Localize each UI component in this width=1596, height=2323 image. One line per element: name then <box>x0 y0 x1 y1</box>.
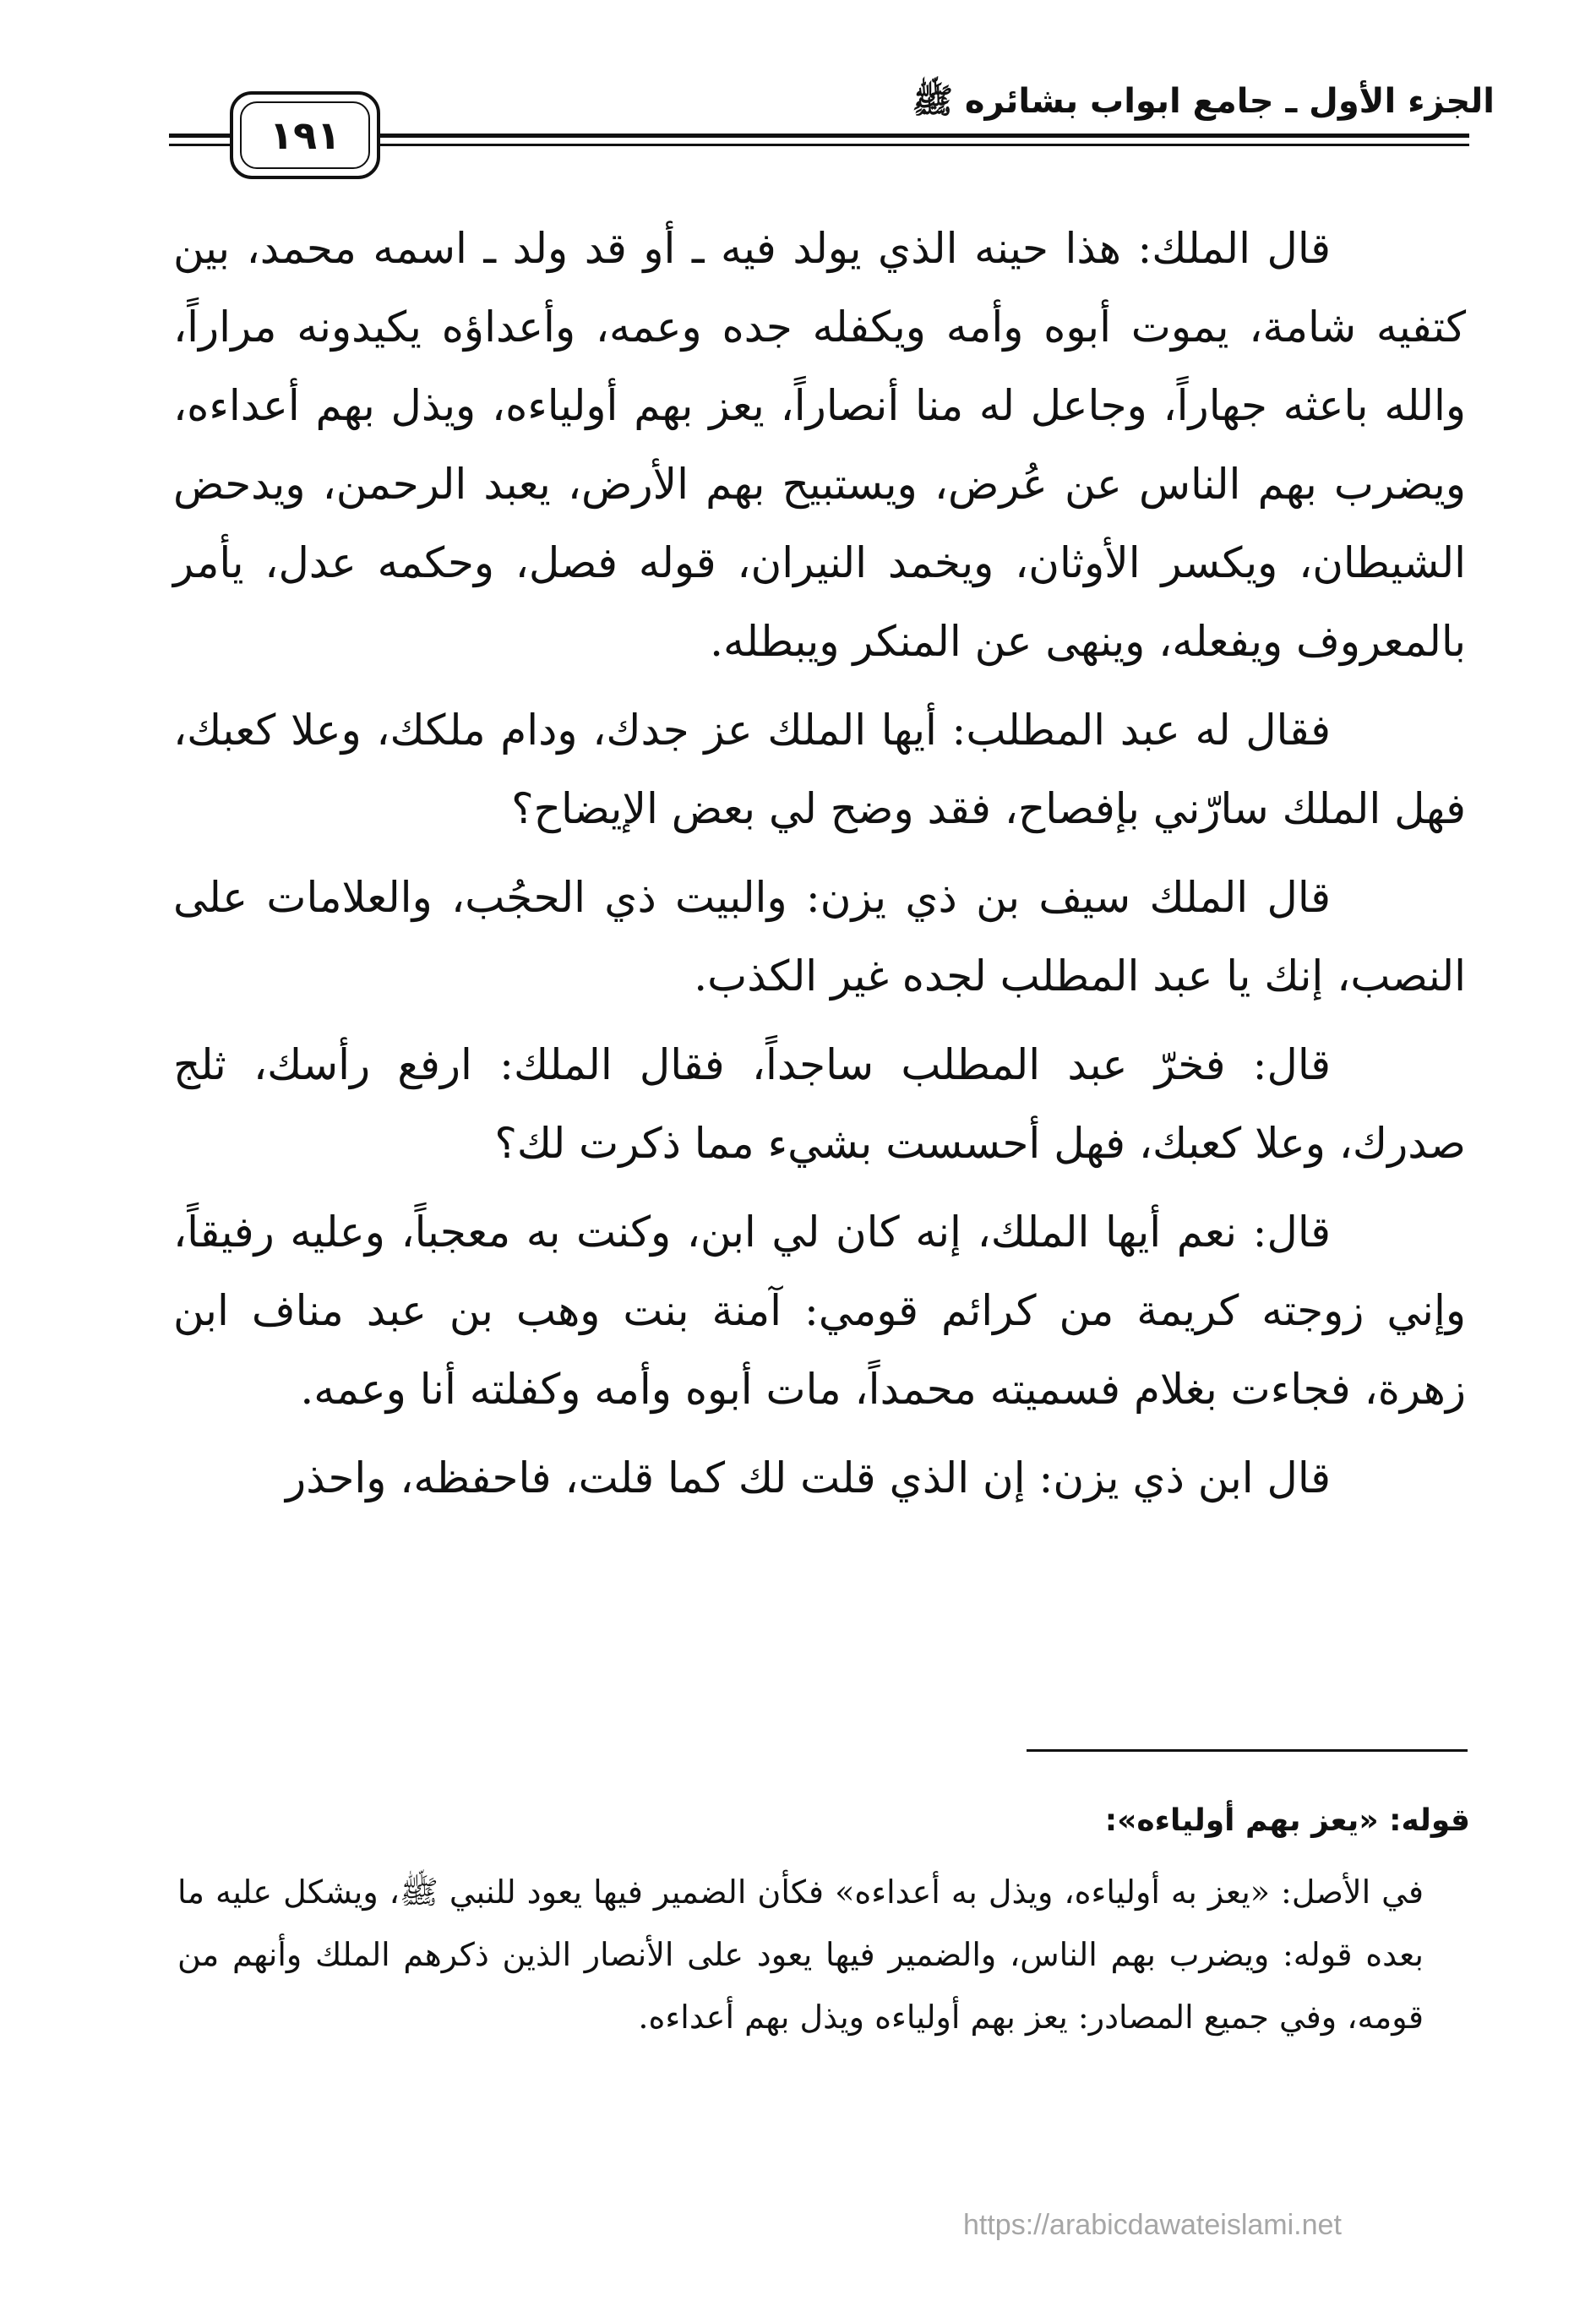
paragraph: قال الملك: هذا حينه الذي يولد فيه ـ أو قد ولد ـ اسمه محمد، بين كتفيه شامة، يموت أبوه وأمه ويكفله جده وعمه، وأعداؤه يكيدونه مراراً، والله باعثه جهاراً، وجاعل له منا أنصاراً، يعز بهم أولياءه، ويذل بهم أعداءه، ويضرب بهم الناس عن عُرض، ويستبيح بهم الأرض، يعبد الرحمن، ويدحض الشيطان، ويكسر الأوثان، ويخمد النيران، قوله فصل، وحكمه عدل، يأمر بالمعروف ويفعله، وينهى عن المنكر ويبطله. <box>173 224 1467 666</box>
paragraph: قال الملك سيف بن ذي يزن: والبيت ذي الحجُب، والعلامات على النصب، إنك يا عبد المطلب لجده غير الكذب. <box>173 873 1466 1001</box>
main-text <box>173 210 1466 1528</box>
paragraph: فقال له عبد المطلب: أيها الملك عز جدك، ودام ملكك، وعلا كعبك، فهل الملك سارّني بإفصاح، فقد وضح لي بعض الإيضاح؟ <box>173 706 1466 833</box>
watermark-url: https://arabicdawateislami.net <box>963 2209 1342 2241</box>
footnote <box>177 1790 1470 2048</box>
paragraph: قال: فخرّ عبد المطلب ساجداً، فقال الملك: ارفع رأسك، ثلج صدرك، وعلا كعبك، فهل أحسست بشيء مما ذكرت لك؟ <box>173 1040 1466 1168</box>
page-number: ١٩١ <box>240 101 370 169</box>
page-number-frame <box>230 91 380 179</box>
footnote-heading: قوله: «يعز بهم أولياءه»: <box>1104 1803 1470 1838</box>
paragraph: قال ابن ذي يزن: إن الذي قلت لك كما قلت، فاحفظه، واحذر <box>286 1453 1331 1502</box>
running-title: الجزء الأول ـ جامع ابواب بشائره ﷺ <box>912 82 1495 121</box>
paragraph: قال: نعم أيها الملك، إنه كان لي ابن، وكنت به معجباً، وعليه رفيقاً، وإني زوجته كريمة من كرائم قومي: آمنة بنت وهب بن عبد مناف ابن زهرة، فجاءت بغلام فسميته محمداً، مات أبوه وأمه وكفلته أنا وعمه. <box>173 1208 1466 1414</box>
footnote-separator <box>1027 1749 1468 1752</box>
footnote-body: في الأصل: «يعز به أولياءه، ويذل به أعداءه» فكأن الضمير فيها يعود للنبي ﷺ، ويشكل عليه ما بعده قوله: ويضرب بهم الناس، والضمير فيها يعود على الأنصار الذين ذكرهم الملك وأنهم من قومه، وفي جميع المصادر: يعز بهم أولياءه ويذل بهم أعداءه. <box>177 1873 1424 2036</box>
